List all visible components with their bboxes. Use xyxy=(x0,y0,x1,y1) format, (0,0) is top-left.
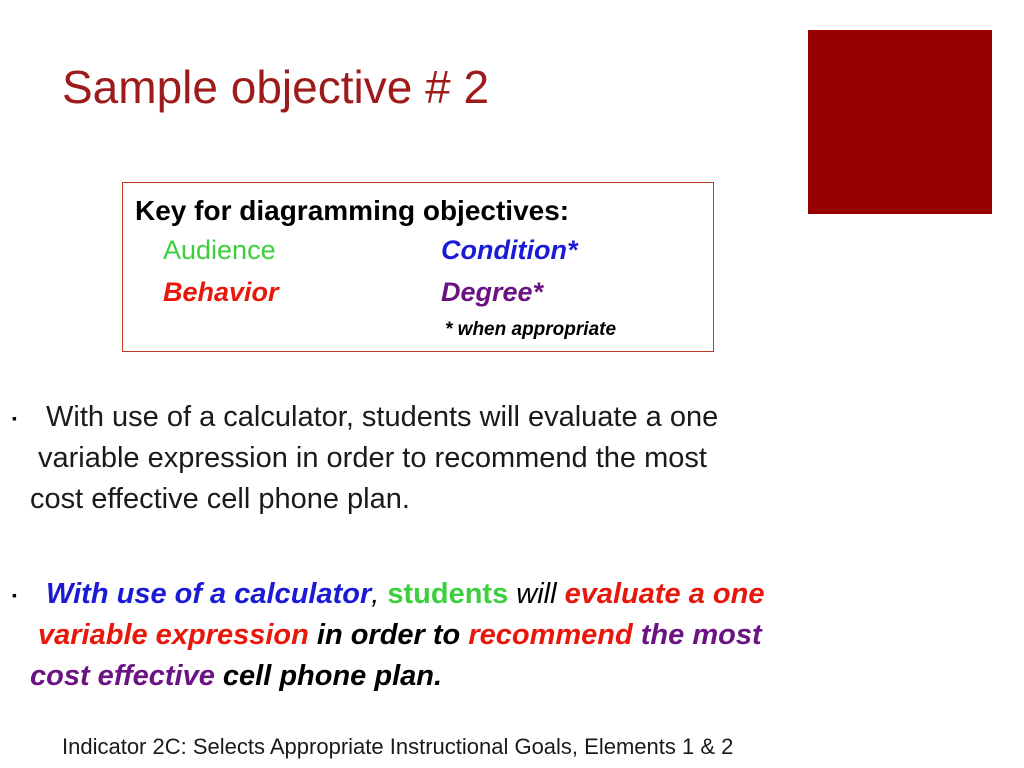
bullet-1-line-3: cost effective cell phone plan. xyxy=(30,483,410,515)
condition-text: With use of a calculator xyxy=(46,578,372,610)
key-audience: Audience xyxy=(163,235,276,265)
key-box xyxy=(122,182,714,352)
degree-text-b: cost effective xyxy=(30,660,215,692)
bullet-marker-1: ▪ xyxy=(12,410,17,426)
behavior-text-a: evaluate a one xyxy=(564,578,765,610)
slide-title: Sample objective # 2 xyxy=(62,61,490,113)
key-behavior: Behavior xyxy=(163,277,279,307)
bullet-1-line-2: variable expression in order to recommend the most xyxy=(38,442,707,474)
will-text: will xyxy=(508,578,565,610)
bullet-2-line-2 xyxy=(30,615,764,656)
tail-text: cell phone plan. xyxy=(214,660,443,692)
footer-indicator: Indicator 2C: Selects Appropriate Instructional Goals, Elements 1 & 2 xyxy=(62,734,734,759)
key-condition: Condition* xyxy=(441,235,578,265)
bullet-marker-2: ▪ xyxy=(12,587,17,603)
comma-text: , xyxy=(371,578,388,610)
key-note: * when appropriate xyxy=(445,319,617,340)
audience-text: students xyxy=(387,578,509,610)
bullet-2-line-1 xyxy=(30,574,764,615)
key-heading: Key for diagramming objectives: xyxy=(135,195,570,226)
bullet-2-line-3 xyxy=(30,656,764,697)
accent-square xyxy=(808,30,992,214)
in-order-to-text: in order to xyxy=(308,619,469,651)
bullet-1-line-1: With use of a calculator, students will evaluate a one xyxy=(46,401,719,433)
bullet-objective-diagrammed xyxy=(30,574,764,697)
behavior-text-b: variable expression xyxy=(38,619,309,651)
bullet-objective-plain xyxy=(30,397,718,520)
degree-text-a: the most xyxy=(632,619,762,651)
key-degree: Degree* xyxy=(441,277,544,307)
behavior-text-c: recommend xyxy=(468,619,633,651)
